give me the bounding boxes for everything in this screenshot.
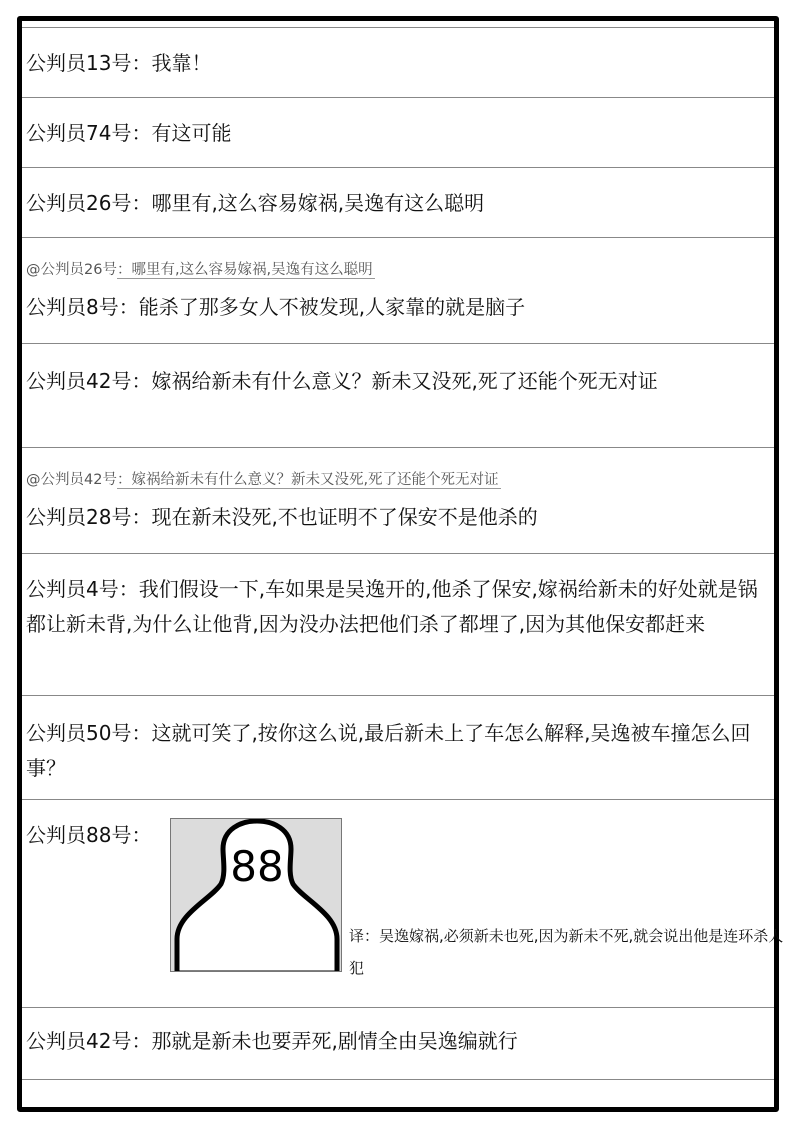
- comment-row: [22, 343, 774, 449]
- comment-row: [22, 167, 774, 239]
- comment-text: 公判员50号：这就可笑了,按你这么说,最后新未上了车怎么解释,吴逸被车撞怎么回事？: [26, 721, 751, 780]
- svg-text:88: 88: [230, 842, 284, 891]
- speaker-name: 公判员4号: [26, 577, 119, 601]
- quote-mention: @公判员26号: [26, 262, 117, 278]
- speaker-name: 公判员26号: [26, 191, 132, 215]
- speaker-name: 公判员28号: [26, 505, 132, 529]
- speaker-name: 公判员8号: [26, 295, 119, 319]
- comment-row: [22, 97, 774, 169]
- comic-panel-frame: [17, 16, 784, 1112]
- comment-row: [22, 1007, 774, 1081]
- speaker-name: 公判员74号: [26, 121, 132, 145]
- comment-text: 公判员13号：我靠！: [26, 51, 212, 75]
- quoted-reply: [26, 470, 501, 490]
- quote-text: ：嫁祸给新未有什么意义？新未又没死,死了还能个死无对证: [116, 472, 499, 488]
- comment-text: 公判员42号：那就是新未也要弄死,剧情全由吴逸编就行: [26, 1029, 518, 1053]
- speaker-name: 公判员88号: [26, 823, 132, 847]
- speaker-name: 公判员42号: [26, 1029, 132, 1053]
- comment-text: 公判员42号：嫁祸给新未有什么意义？新未又没死,死了还能个死无对证: [26, 369, 658, 393]
- comment-text: 公判员4号：我们假设一下,车如果是吴逸开的,他杀了保安,嫁祸给新未的好处就是锅都让新未背,为什么让他背,因为没办法把他们杀了都埋了,因为其他保安都赶来: [26, 577, 758, 636]
- empty-row: [22, 1079, 774, 1107]
- speaker-name: 公判员13号: [26, 51, 132, 75]
- comment-row: [22, 695, 774, 801]
- quote-mention: @公判员42号: [26, 472, 117, 488]
- comment-text: 公判员88号：: [26, 823, 152, 847]
- translation-caption: 译：吴逸嫁祸,必须新未也死,因为新未不死,就会说出他是连环杀人犯: [349, 927, 784, 977]
- comment-row: [22, 553, 774, 697]
- comment-text: 公判员28号：现在新未没死,不也证明不了保安不是他杀的: [26, 505, 538, 529]
- speaker-name: 公判员42号: [26, 369, 132, 393]
- quoted-reply: [26, 260, 375, 280]
- quote-text: ：哪里有,这么容易嫁祸,吴逸有这么聪明: [116, 262, 373, 278]
- comment-text: 公判员74号：有这可能: [26, 121, 232, 145]
- comment-text: 公判员26号：哪里有,这么容易嫁祸,吴逸有这么聪明: [26, 191, 485, 215]
- comment-row: [22, 799, 784, 1009]
- speaker-name: 公判员50号: [26, 721, 132, 745]
- silhouette-icon: [171, 819, 342, 972]
- comment-row: [22, 27, 774, 99]
- comment-row: [22, 237, 774, 345]
- comment-text: 公判员8号：能杀了那多女人不被发现,人家靠的就是脑子: [26, 295, 526, 319]
- avatar-silhouette-image: [170, 818, 342, 972]
- comment-row: [22, 447, 774, 555]
